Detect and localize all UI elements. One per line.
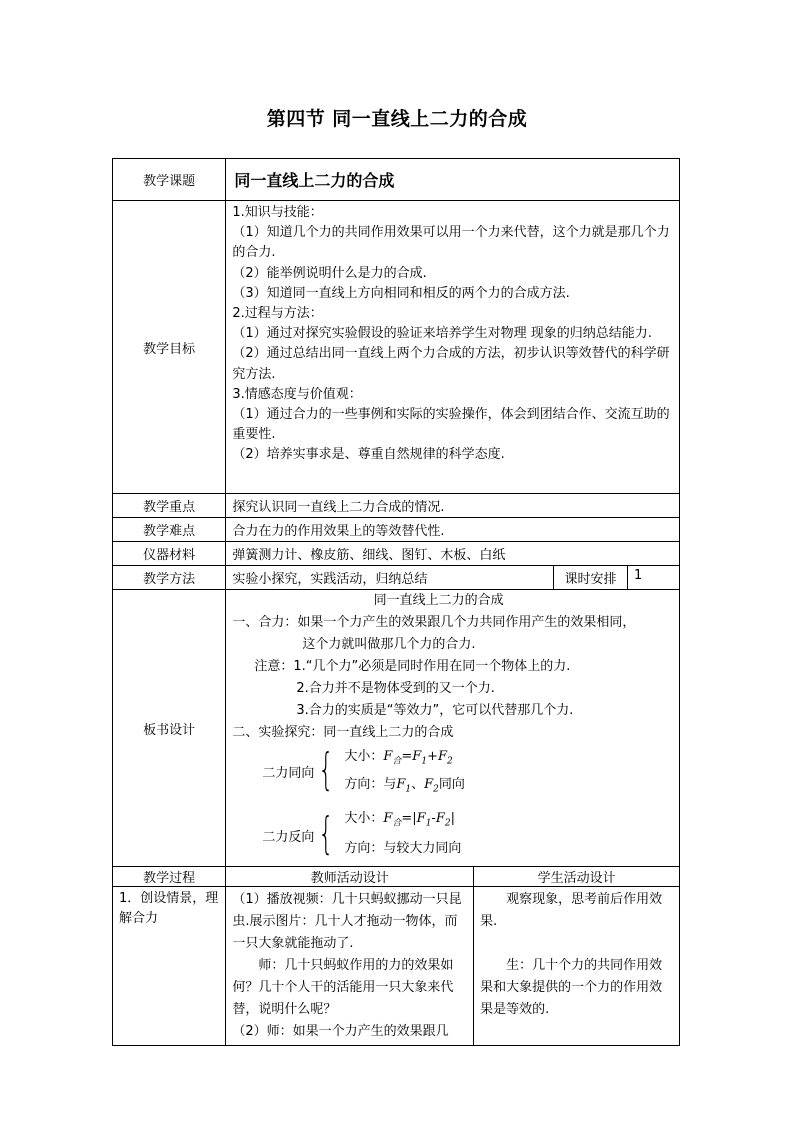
process-header-row — [113, 867, 680, 887]
same-formula: $F_合=F_1+F_2$ — [383, 749, 453, 767]
objective-line: 3.情感态度与价值观： — [232, 386, 362, 402]
objective-line: （1）知道几个力的共同作用效果可以用一个力来代替，这个力就是那几个力的合力. — [232, 225, 670, 261]
same-direction-label: 二力同向 — [262, 766, 315, 781]
method-value: 实验小探究，实践活动，归纳总结 — [226, 566, 554, 590]
method-row — [113, 566, 680, 590]
materials-label: 仪器材料 — [113, 542, 226, 566]
same-direction-dir: 方向：与$F_1$、$F_2$同向 — [344, 777, 465, 795]
objectives-content — [226, 201, 680, 494]
board-section: 二、实验探究：同一直线上二力的合成 — [232, 725, 454, 740]
hours-value: 1 — [628, 566, 680, 590]
difficulty-row — [113, 518, 680, 542]
student-activity — [474, 887, 680, 1046]
brace-icon: { — [318, 744, 335, 795]
board-note: 3.合力的实质是“等效力”，它可以代替那几个力. — [296, 703, 574, 718]
lesson-plan-table — [112, 158, 680, 1046]
objective-line: （2）培养实事求是、尊重自然规律的科学态度. — [232, 447, 505, 463]
teacher-line: （2）师：如果一个力产生的效果跟几 — [232, 1024, 449, 1039]
difficulty-value: 合力在力的作用效果上的等效替代性. — [226, 518, 680, 542]
board-label: 板书设计 — [113, 590, 226, 867]
same-size — [344, 746, 452, 773]
opposite-direction-label: 二力反向 — [262, 830, 315, 845]
process-label: 教学过程 — [113, 867, 226, 887]
opp-size — [344, 808, 455, 835]
course-value: 同一直线上二力的合成 — [226, 159, 680, 201]
same-direction-group — [232, 746, 675, 800]
key-point-row — [113, 494, 680, 518]
materials-row — [113, 542, 680, 566]
course-label: 教学课题 — [113, 159, 226, 201]
materials-value: 弹簧测力计、橡皮筋、细线、图钉、木板、白纸 — [226, 542, 680, 566]
student-line: 观察现象，思考前后作用效果. — [480, 892, 663, 929]
key-point-value: 探究认识同一直线上二力合成的情况. — [226, 494, 680, 518]
objective-line: （2）通过总结出同一直线上两个力合成的方法，初步认识等效替代的科学研究方法. — [232, 346, 670, 382]
board-line: 一、合力：如果一个力产生的效果跟几个力共同作用产生的效果相同， — [232, 615, 636, 630]
brace-icon: { — [318, 808, 335, 859]
objective-line: （1）通过对探究实验假设的验证来培养学生对物理 现象的归纳总结能力. — [232, 326, 652, 342]
board-heading: 同一直线上二力的合成 — [373, 593, 504, 608]
difficulty-label: 教学难点 — [113, 518, 226, 542]
objective-line: 2.过程与方法： — [232, 306, 323, 322]
key-point-label: 教学重点 — [113, 494, 226, 518]
board-row — [113, 590, 680, 867]
board-note: 注意：1.“几个力”必须是同时作用在同一个物体上的力. — [254, 659, 571, 674]
opp-size-prefix: 大小： — [344, 811, 384, 826]
same-size-prefix: 大小： — [344, 749, 384, 764]
step-label: 1．创设情景，理解合力 — [113, 887, 226, 1046]
teacher-header: 教师活动设计 — [226, 867, 474, 887]
board-content — [226, 590, 680, 867]
opp-formula: $F_合=|F_1-F_2|$ — [383, 811, 455, 829]
student-line: 生：几十个力的共同作用效果和大象提供的一个力的作用效果是等效的. — [480, 958, 663, 1017]
board-line: 这个力就叫做那几个力的合力. — [302, 637, 476, 652]
objectives-label: 教学目标 — [113, 201, 226, 494]
process-row — [113, 887, 680, 1046]
method-label: 教学方法 — [113, 566, 226, 590]
hours-label: 课时安排 — [554, 566, 628, 590]
page-title: 第四节 同一直线上二力的合成 — [266, 108, 528, 130]
objective-line: （3）知道同一直线上方向相同和相反的两个力的合成方法. — [232, 285, 570, 301]
student-header: 学生活动设计 — [474, 867, 680, 887]
teacher-line: 师：几十只蚂蚁作用的力的效果如何？几十个人干的活能用一只大象来代替，说明什么呢？ — [232, 958, 454, 1017]
opp-direction-dir: 方向：与较大力同向 — [344, 841, 462, 856]
course-row — [113, 159, 680, 201]
objective-line: 1.知识与技能： — [232, 205, 323, 220]
objective-line: （1）通过合力的一些事例和实际的实验操作，体会到团结合作、交流互助的重要性. — [232, 407, 670, 443]
teacher-activity — [226, 887, 474, 1046]
board-note: 2.合力并不是物体受到的又一个力. — [296, 681, 495, 696]
opposite-direction-group — [232, 808, 675, 866]
objective-line: （2）能举例说明什么是力的合成. — [232, 265, 427, 281]
teacher-line: （1）播放视频：几十只蚂蚁挪动一只昆虫.展示图片：几十人才拖动一物体，而一只大象就能拖动了. — [232, 892, 462, 951]
objectives-row — [113, 201, 680, 494]
